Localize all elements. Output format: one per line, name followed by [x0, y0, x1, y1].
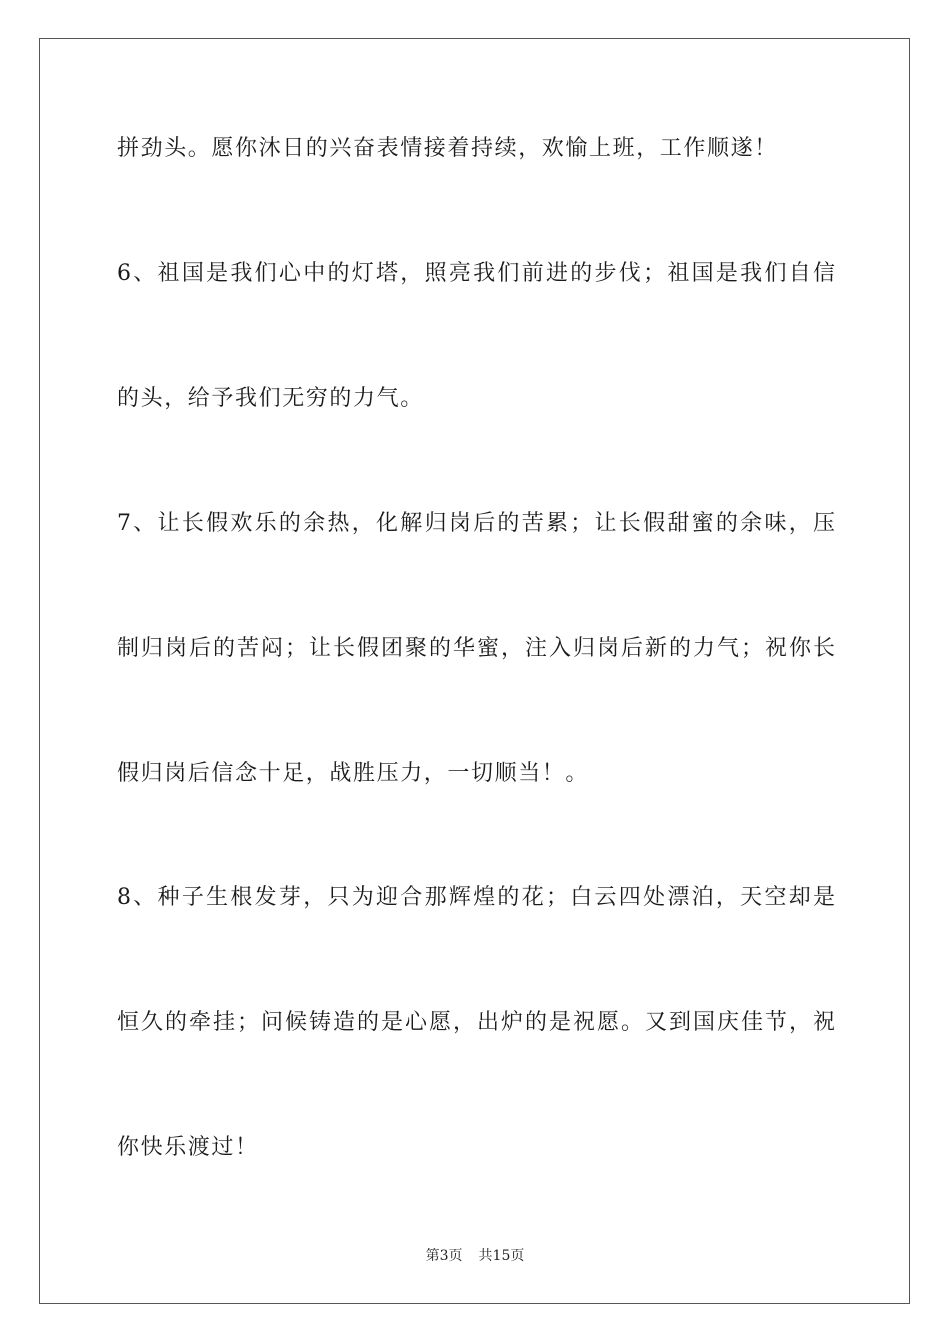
page-frame — [39, 38, 910, 1304]
page-footer — [0, 1246, 950, 1266]
text-line: 拼劲头。愿你沐日的兴奋表情接着持续，欢愉上班，工作顺遂！ — [117, 136, 778, 161]
text-line: 7、让长假欢乐的余热，化解归岗后的苦累；让长假甜蜜的余味，压 — [117, 511, 835, 536]
text-line: 恒久的牵挂；问候铸造的是心愿，出炉的是祝愿。又到国庆佳节，祝 — [117, 1010, 835, 1035]
current-page-label: 第3页 — [425, 1248, 463, 1264]
text-line: 你快乐渡过！ — [117, 1135, 259, 1160]
text-line: 8、种子生根发芽，只为迎合那辉煌的花；白云四处漂泊，天空却是 — [117, 885, 835, 910]
total-pages-label: 共15页 — [478, 1248, 525, 1264]
text-line: 制归岗后的苦闷；让长假团聚的华蜜，注入归岗后新的力气；祝你长 — [117, 636, 835, 661]
text-line: 假归岗后信念十足，战胜压力，一切顺当！。 — [117, 761, 590, 786]
text-line: 6、祖国是我们心中的灯塔，照亮我们前进的步伐；祖国是我们自信 — [117, 261, 835, 286]
text-line: 的头，给予我们无穷的力气。 — [117, 386, 424, 411]
